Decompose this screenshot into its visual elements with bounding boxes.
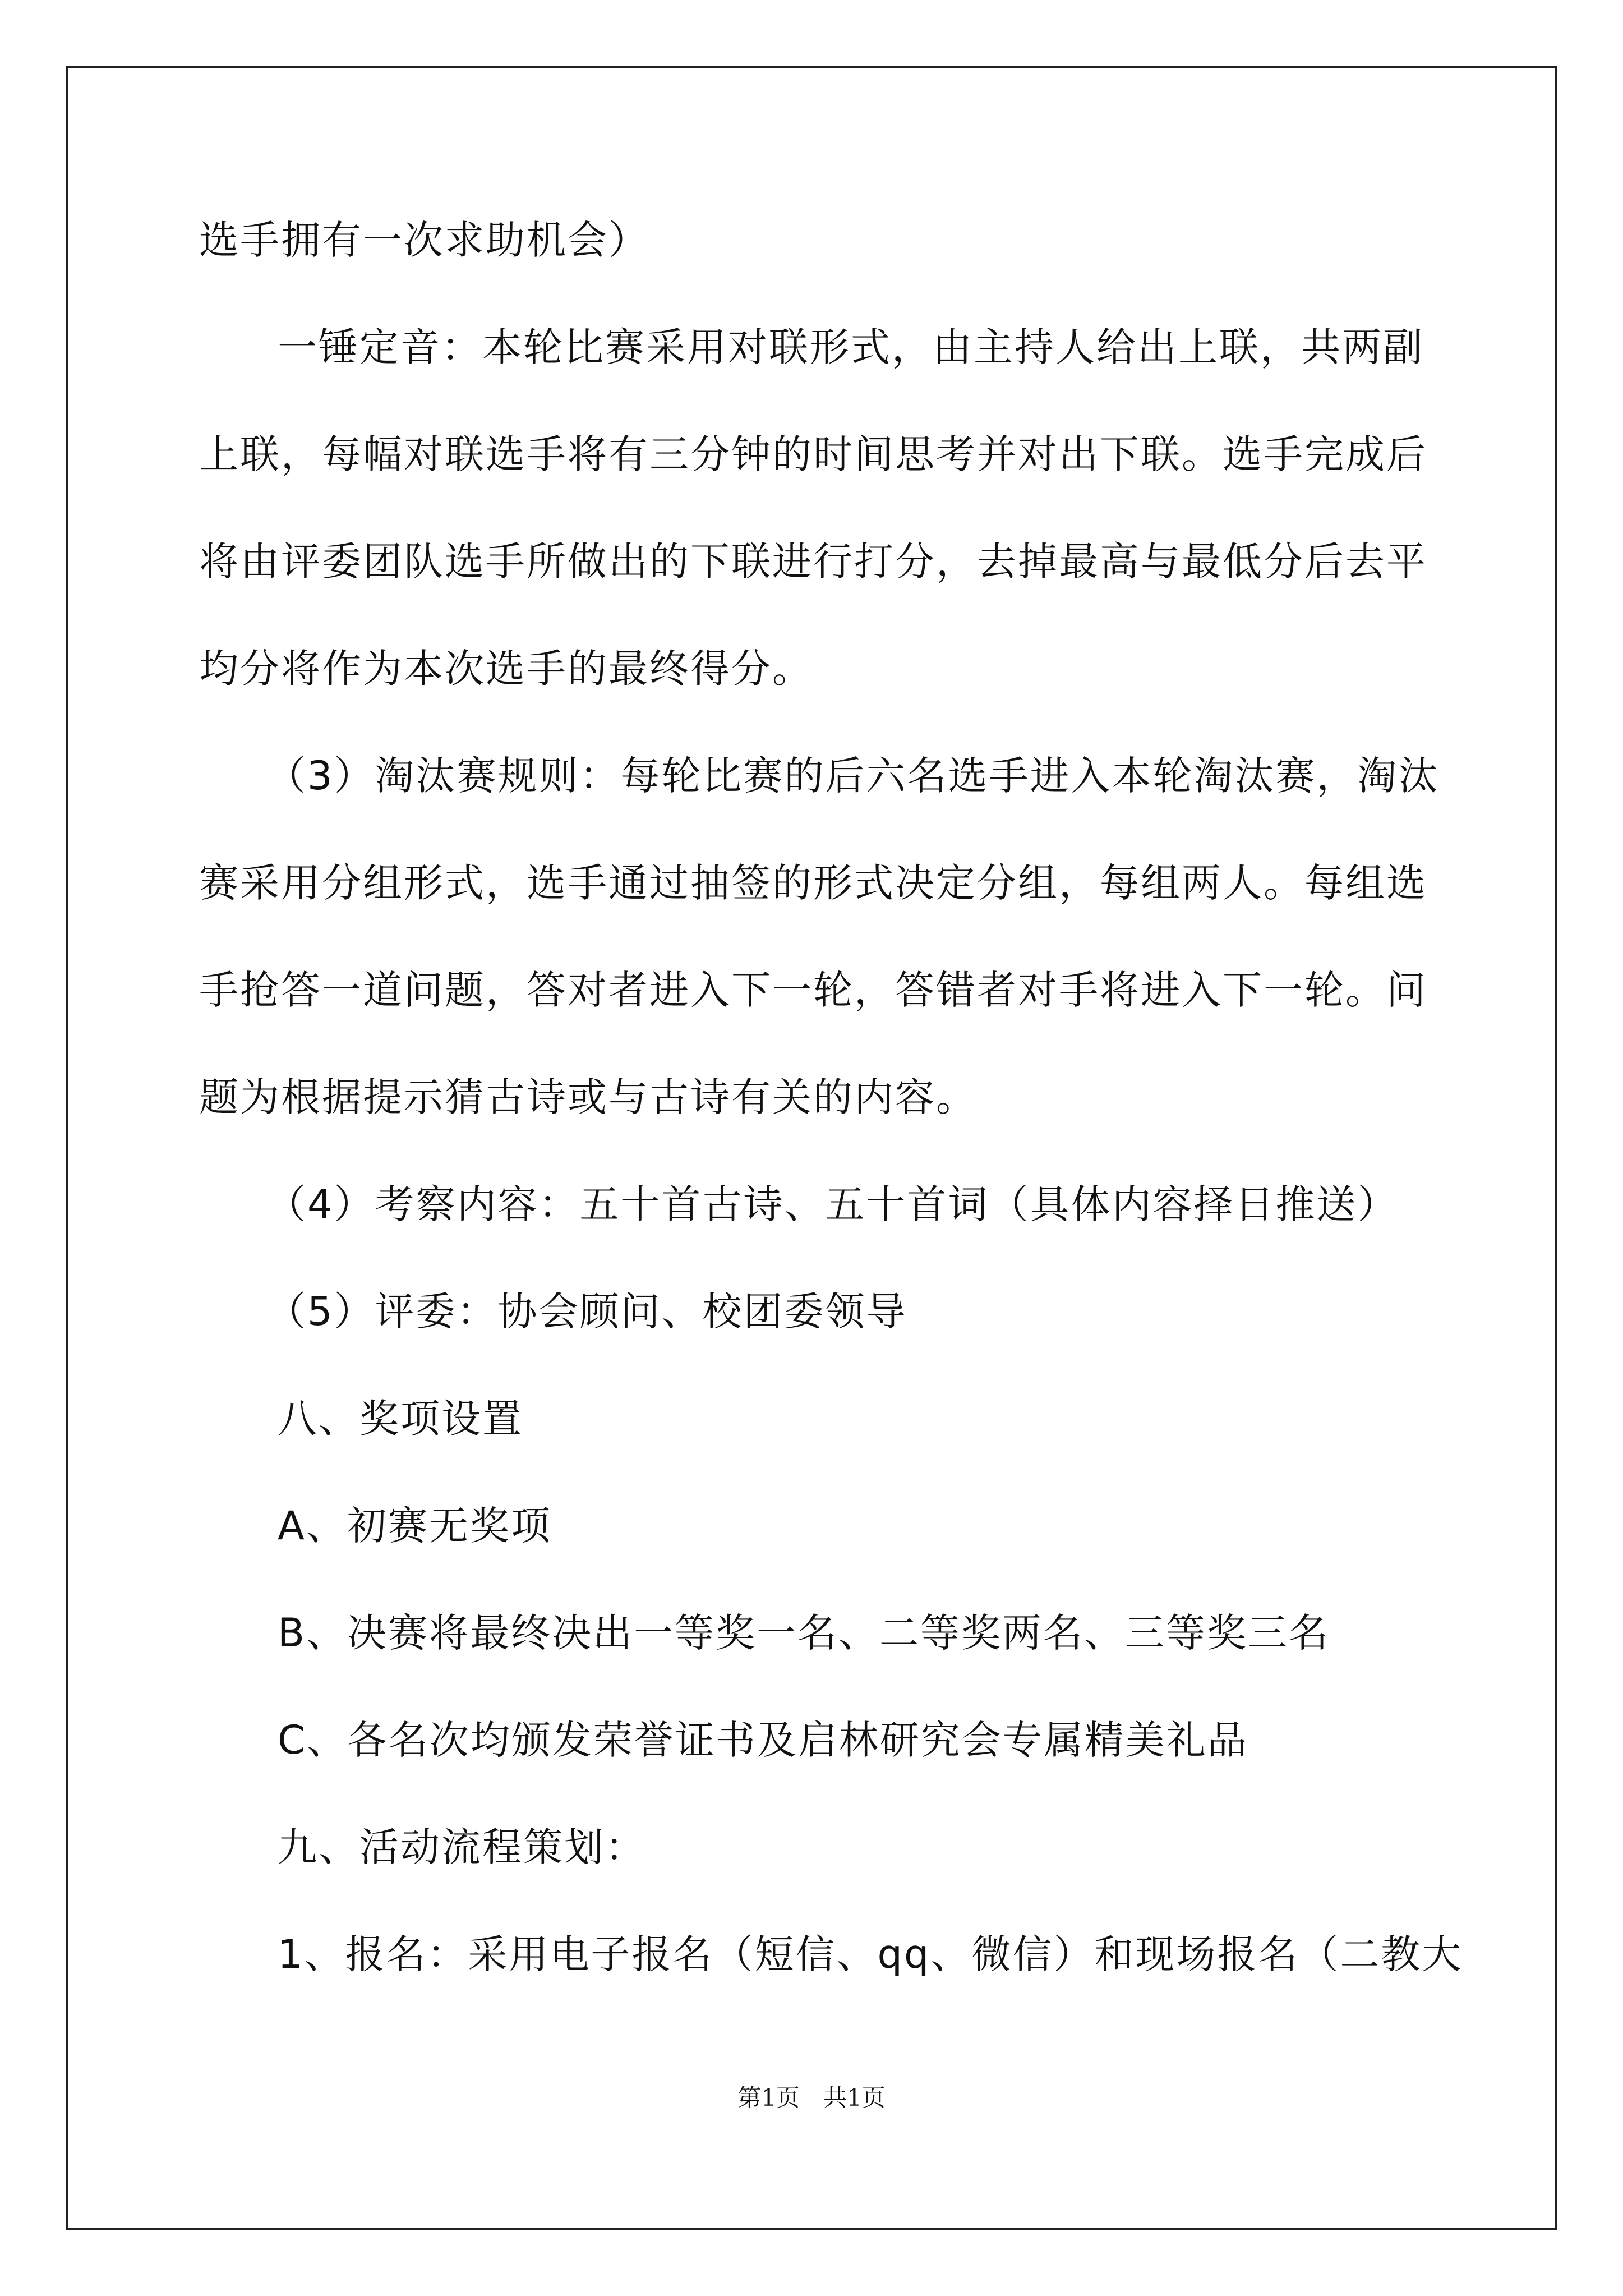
page-border <box>66 66 1557 2230</box>
text-line-10: （4）考察内容：五十首古诗、五十首词（具体内容择日推送） <box>266 1181 1399 1227</box>
text-line-15: C、各名次均颁发荣誉证书及启林研究会专属精美礼品 <box>278 1717 1248 1763</box>
text-line-1: 选手拥有一次求助机会） <box>199 217 649 263</box>
text-line-2: 一锤定音：本轮比赛采用对联形式，由主持人给出上联，共两副 <box>278 324 1424 370</box>
text-line-12: 八、奖项设置 <box>278 1396 523 1442</box>
text-line-8: 手抢答一道问题，答对者进入下一轮，答错者对手将进入下一轮。问 <box>199 967 1427 1013</box>
text-line-4: 将由评委团队选手所做出的下联进行打分，去掉最高与最低分后去平 <box>199 539 1427 585</box>
text-line-11: （5）评委：协会顾问、校团委领导 <box>266 1289 907 1335</box>
text-line-14: B、决赛将最终决出一等奖一名、二等奖两名、三等奖三名 <box>278 1610 1330 1656</box>
text-line-13: A、初赛无奖项 <box>278 1503 552 1549</box>
text-line-16: 九、活动流程策划： <box>278 1824 646 1870</box>
text-line-6: （3）淘汰赛规则：每轮比赛的后六名选手进入本轮淘汰赛，淘汰 <box>266 753 1440 799</box>
text-line-3: 上联，每幅对联选手将有三分钟的时间思考并对出下联。选手完成后 <box>199 431 1427 477</box>
page-footer: 第1页 共1页 <box>737 2084 886 2111</box>
text-line-5: 均分将作为本次选手的最终得分。 <box>199 646 813 692</box>
text-line-7: 赛采用分组形式，选手通过抽签的形式决定分组，每组两人。每组选 <box>199 860 1427 906</box>
text-line-17: 1、报名：采用电子报名（短信、qq、微信）和现场报名（二教大 <box>278 1931 1463 1977</box>
text-line-9: 题为根据提示猜古诗或与古诗有关的内容。 <box>199 1074 977 1120</box>
